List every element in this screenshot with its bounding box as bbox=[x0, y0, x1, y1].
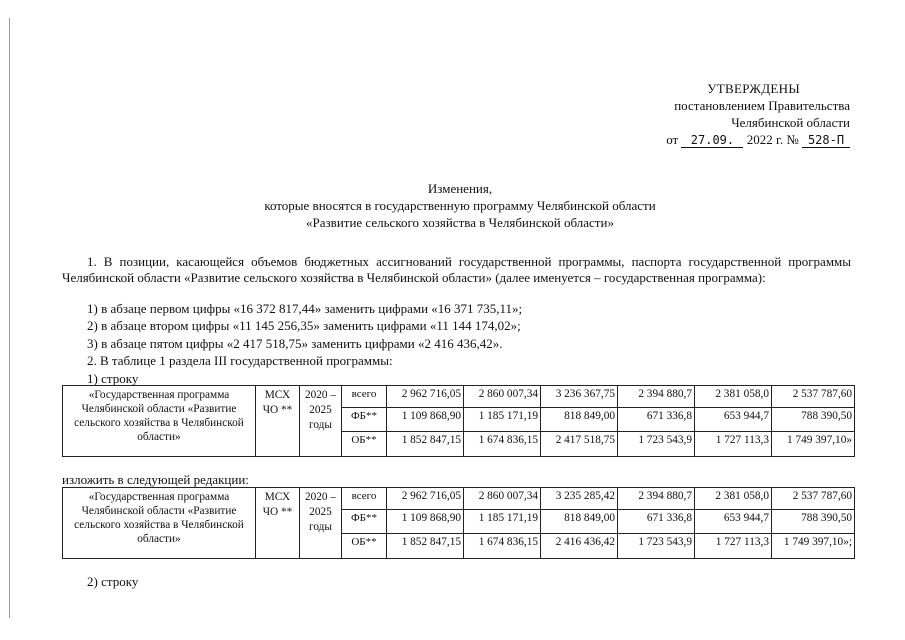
value-cell: 2 962 716,05 bbox=[387, 386, 464, 408]
value-cell: 1 674 836,15 bbox=[464, 432, 541, 457]
source-cell: всего bbox=[342, 386, 387, 408]
value-cell: 653 944,7 bbox=[695, 510, 772, 534]
document-heading bbox=[160, 180, 760, 231]
value-cell: 1 727 113,3 bbox=[695, 432, 772, 457]
value-cell: 1 723 543,9 bbox=[618, 432, 695, 457]
approval-line-1: постановлением Правительства bbox=[674, 98, 850, 113]
list-item-1: 1) в абзаце первом цифры «16 372 817,44» заменить цифрами «16 371 735,11»; bbox=[87, 301, 523, 316]
program-name-cell: «Государственная программа Челябинской области «Развитие сельского хозяйства в Челябинской области» bbox=[63, 386, 256, 457]
approval-number-field: 528-П bbox=[802, 134, 850, 148]
table-new-row bbox=[62, 487, 855, 559]
executor-cell: МСХ ЧО ** bbox=[256, 386, 300, 457]
source-cell: ОБ** bbox=[342, 432, 387, 457]
value-cell: 1 749 397,10»; bbox=[772, 534, 855, 559]
replace-label: изложить в следующей редакции: bbox=[62, 472, 249, 487]
approval-title: УТВЕРЖДЕНЫ bbox=[707, 81, 800, 96]
approval-year-label: 2022 г. № bbox=[746, 132, 799, 147]
approval-block bbox=[600, 80, 850, 148]
value-cell: 1 749 397,10» bbox=[772, 432, 855, 457]
value-cell: 2 962 716,05 bbox=[387, 488, 464, 510]
approval-date-field: 27.09. bbox=[681, 134, 743, 148]
value-cell: 788 390,50 bbox=[772, 510, 855, 534]
source-cell: ФБ** bbox=[342, 510, 387, 534]
value-cell: 2 860 007,34 bbox=[464, 386, 541, 408]
value-cell: 2 537 787,60 bbox=[772, 488, 855, 510]
value-cell: 2 860 007,34 bbox=[464, 488, 541, 510]
source-cell: всего bbox=[342, 488, 387, 510]
value-cell: 3 236 367,75 bbox=[541, 386, 618, 408]
value-cell: 653 944,7 bbox=[695, 408, 772, 432]
paragraph-1: 1. В позиции, касающейся объемов бюджетных ассигнований государственной программы, паспорта государственной программы Челябинской области «Развитие сельского хозяйства в Челябинской области» (далее именуется – государственная программа): bbox=[62, 254, 851, 285]
value-cell: 1 727 113,3 bbox=[695, 534, 772, 559]
value-cell: 1 109 868,90 bbox=[387, 510, 464, 534]
period-cell: 2020 – 2025 годы bbox=[300, 386, 342, 457]
value-cell: 818 849,00 bbox=[541, 408, 618, 432]
source-cell: ФБ** bbox=[342, 408, 387, 432]
value-cell: 671 336,8 bbox=[618, 408, 695, 432]
period-cell: 2020 – 2025 годы bbox=[300, 488, 342, 559]
approval-line-2: Челябинской области bbox=[731, 115, 850, 130]
table-row bbox=[63, 488, 855, 510]
table-row bbox=[63, 386, 855, 408]
executor-cell: МСХ ЧО ** bbox=[256, 488, 300, 559]
value-cell: 2 394 880,7 bbox=[618, 488, 695, 510]
source-cell: ОБ** bbox=[342, 534, 387, 559]
value-cell: 1 852 847,15 bbox=[387, 432, 464, 457]
value-cell: 2 381 058,0 bbox=[695, 488, 772, 510]
approval-from-label: от bbox=[666, 132, 679, 147]
row-label-2: 2) строку bbox=[87, 574, 139, 589]
table-old-row bbox=[62, 385, 855, 457]
value-cell: 2 417 518,75 bbox=[541, 432, 618, 457]
approval-date-line bbox=[600, 131, 850, 148]
value-cell: 1 723 543,9 bbox=[618, 534, 695, 559]
value-cell: 1 852 847,15 bbox=[387, 534, 464, 559]
value-cell: 1 185 171,19 bbox=[464, 510, 541, 534]
value-cell: 788 390,50 bbox=[772, 408, 855, 432]
value-cell: 3 235 285,42 bbox=[541, 488, 618, 510]
heading-line-2: которые вносятся в государственную программу Челябинской области bbox=[264, 198, 656, 213]
value-cell: 671 336,8 bbox=[618, 510, 695, 534]
list-item-2: 2) в абзаце втором цифры «11 145 256,35» заменить цифрами «11 144 174,02»; bbox=[87, 318, 521, 333]
value-cell: 1 674 836,15 bbox=[464, 534, 541, 559]
value-cell: 2 416 436,42 bbox=[541, 534, 618, 559]
value-cell: 2 381 058,0 bbox=[695, 386, 772, 408]
value-cell: 2 537 787,60 bbox=[772, 386, 855, 408]
value-cell: 2 394 880,7 bbox=[618, 386, 695, 408]
value-cell: 1 109 868,90 bbox=[387, 408, 464, 432]
heading-line-1: Изменения, bbox=[427, 181, 493, 196]
row-label-1: 1) строку bbox=[87, 371, 139, 386]
heading-line-3: «Развитие сельского хозяйства в Челябинской области» bbox=[306, 215, 614, 230]
paragraph-2: 2. В таблице 1 раздела III государственной программы: bbox=[87, 353, 393, 368]
body-paragraph-1 bbox=[62, 254, 851, 285]
left-margin-rule bbox=[9, 18, 10, 618]
value-cell: 1 185 171,19 bbox=[464, 408, 541, 432]
program-name-cell: «Государственная программа Челябинской области «Развитие сельского хозяйства в Челябинской области» bbox=[63, 488, 256, 559]
list-item-3: 3) в абзаце пятом цифры «2 417 518,75» заменить цифрами «2 416 436,42». bbox=[87, 336, 503, 351]
value-cell: 818 849,00 bbox=[541, 510, 618, 534]
